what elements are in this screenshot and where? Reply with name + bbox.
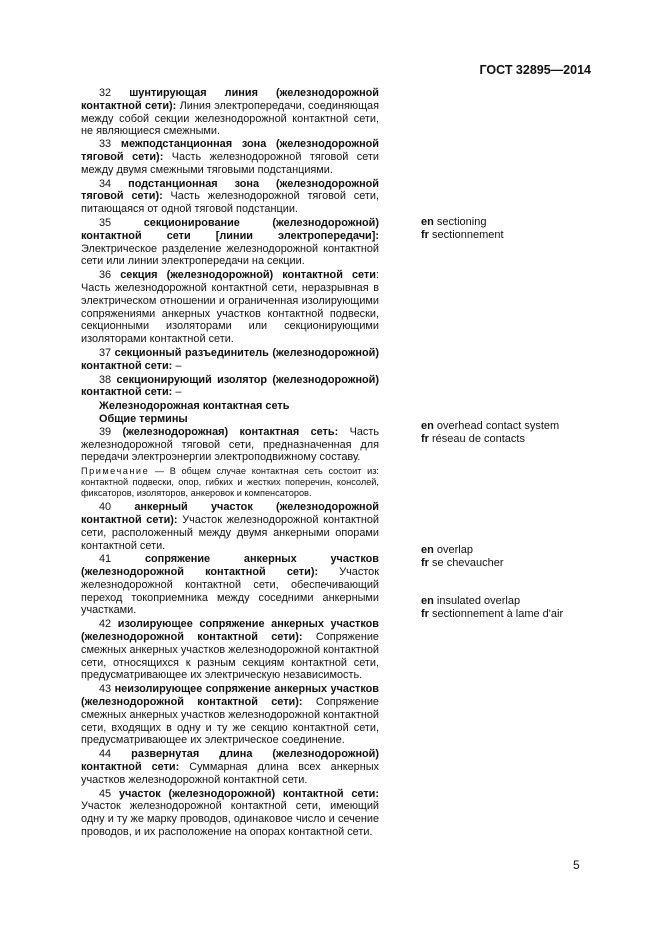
- term-definition: Суммарная длина всех анкерных участков железнодорожной контактной сети.: [81, 761, 379, 786]
- term-title: участок (железнодорожной) контактной сети:: [118, 787, 379, 800]
- term-entry-37: [81, 347, 379, 373]
- lang-label-en: en: [421, 595, 434, 607]
- translation-fr: sectionnement à lame d'air: [432, 608, 564, 620]
- lang-label-en: en: [421, 216, 434, 228]
- entry-number: 42: [99, 618, 112, 631]
- term-definition: Часть железнодорожной тяговой сети, питающаяся от одной тяговой подстанции.: [81, 190, 379, 216]
- terms-column: [81, 87, 379, 840]
- section-title: Железнодорожная контактная сеть: [99, 400, 290, 413]
- term-entry-38: [81, 374, 379, 400]
- term-entry-42: [81, 618, 379, 682]
- entry-number: 36: [99, 269, 112, 282]
- translation-en: insulated overlap: [436, 595, 521, 607]
- term-definition: Часть железнодорожной тяговой сети между двумя смежными тяговыми подстанциями.: [81, 150, 379, 176]
- note-text: — В общем случае контактная сеть состоит из: контактной подвески, опор, гибких и жестких поперечин, консолей, фиксаторов, изоляторов, анкеровок и компенсаторов.: [81, 466, 379, 499]
- term-definition: Сопряжение смежных анкерных участков железнодорожной контактной сети, относящихся к разным секциям контактной сети, предусматривающее их электрическую независимость.: [81, 631, 379, 682]
- term-definition: : Часть железнодорожной контактной сети, неразрывная в электрическом отношении и ограниченная изолирующими сопряжениями анкерных участков контактной подвески, секционными изоляторами или секционирующими изоляторами контактной сети.: [81, 269, 379, 346]
- translation-en: overlap: [436, 544, 473, 556]
- entry-number: 45: [99, 787, 112, 800]
- entry-number: 44: [99, 748, 112, 761]
- term-definition: Участок железнодорожной контактной сети, обеспечивающий переход токоприемника между соседними анкерными участками.: [81, 566, 379, 617]
- entry-number: 43: [99, 683, 112, 696]
- lang-label-en: en: [421, 420, 434, 432]
- term-title: секционирующий изолятор (железнодорожной) контактной сети:: [81, 373, 379, 399]
- term-definition: Часть железнодорожной тяговой сети, предназначенная для передачи электроэнергии электроподвижному составу.: [81, 425, 380, 464]
- term-definition: –: [172, 359, 182, 372]
- term-title: анкерный участок (железнодорожной контактной сети):: [81, 501, 379, 526]
- term-entry-40: [81, 501, 379, 552]
- term-entry-32: [81, 87, 379, 138]
- term-definition: Электрическое разделение железнодорожной контактной сети или линии электропередачи на секции.: [81, 242, 379, 268]
- term-entry-34: [81, 178, 379, 216]
- note: [81, 466, 379, 499]
- entry-number: 39: [99, 425, 112, 438]
- entry-number: 38: [99, 373, 112, 386]
- translation-en: overhead contact system: [436, 420, 560, 432]
- translation-35: [421, 216, 504, 242]
- entry-number: 40: [99, 501, 112, 514]
- term-title: развернутая длина (железнодорожной) контактной сети:: [81, 748, 379, 774]
- section-subtitle: Общие термины: [99, 412, 188, 425]
- translation-fr: réseau de contacts: [432, 433, 525, 445]
- translation-fr: sectionnement: [432, 229, 504, 241]
- entry-number: 32: [99, 87, 112, 99]
- translation-41: [421, 544, 504, 570]
- term-title: изолирующее сопряжение анкерных участков (железнодорожной контактной сети):: [81, 618, 379, 644]
- entry-number: 37: [99, 346, 112, 359]
- term-definition: Линия электропередачи, соединяющая между собой секции железнодорожной контактной сети, не являющиеся смежными.: [81, 99, 379, 138]
- term-definition: Сопряжение смежных анкерных участков железнодорожной контактной сети, входящих в одну и ту же секцию контактной сети, предусматривающее их электрическое соединение.: [81, 696, 379, 747]
- term-entry-43: [81, 683, 379, 747]
- term-title: подстанционная зона (железнодорожной тяговой сети):: [81, 177, 379, 203]
- term-title: (железнодорожная) контактная сеть:: [122, 425, 339, 438]
- term-title: сопряжение анкерных участков (железнодорожной контактной сети):: [81, 553, 379, 579]
- entry-number: 34: [99, 177, 112, 190]
- lang-label-fr: fr: [421, 557, 429, 569]
- term-entry-36: [81, 269, 379, 346]
- term-definition: –: [172, 386, 182, 399]
- term-definition: Участок железнодорожной контактной сети, расположенный между двумя анкерными опорами контактной сети.: [81, 513, 379, 552]
- lang-label-en: en: [421, 544, 434, 556]
- translation-en: sectioning: [436, 216, 487, 228]
- term-entry-33: [81, 138, 379, 176]
- entry-number: 33: [99, 138, 112, 151]
- standard-designation: ГОСТ 32895—2014: [479, 63, 591, 77]
- lang-label-fr: fr: [421, 608, 429, 620]
- entry-number: 35: [99, 216, 112, 229]
- lang-label-fr: fr: [421, 433, 429, 445]
- note-label: Примечание: [81, 466, 150, 477]
- term-entry-41: [81, 553, 379, 617]
- page-number: 5: [573, 858, 580, 872]
- term-title: секционирование (железнодорожной) контактной сети [линии электропередачи]:: [81, 216, 379, 242]
- entry-number: 41: [99, 553, 112, 566]
- translation-42: [421, 595, 563, 621]
- term-entry-44: [81, 748, 379, 786]
- term-title: межподстанционная зона (железнодорожной тяговой сети):: [81, 138, 379, 163]
- translation-39: [421, 420, 559, 446]
- term-entry-35: [81, 217, 379, 268]
- term-entry-45: [81, 788, 379, 839]
- lang-label-fr: fr: [421, 229, 429, 241]
- term-title: неизолирующее сопряжение анкерных участков (железнодорожной контактной сети):: [81, 683, 379, 709]
- term-title: шунтирующая линия (железнодорожной контактной сети):: [81, 87, 379, 112]
- term-title: секционный разъединитель (железнодорожной) контактной сети:: [81, 346, 379, 372]
- translation-fr: se chevaucher: [432, 557, 504, 569]
- term-title: секция (железнодорожной) контактной сети: [120, 269, 376, 282]
- term-definition: Участок железнодорожной контактной сети, имеющий одну и ту же марку проводов, одинаковое число и сечение проводов, и их расположение на опорах контактной сети.: [81, 800, 379, 839]
- term-entry-39: [81, 426, 379, 464]
